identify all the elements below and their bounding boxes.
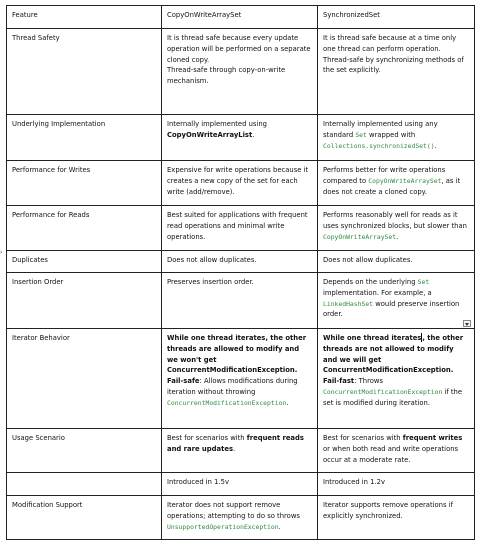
synchronizedset-cell	[318, 251, 475, 273]
cell-text: Best for scenarios with	[323, 434, 403, 442]
cell-dropdown-toggle[interactable]	[463, 320, 471, 327]
cell-text: Thread-safe by synchronizing methods of the set explicitly.	[323, 55, 464, 75]
table-row	[7, 115, 475, 161]
feature-cell: Performance for Writes	[7, 161, 162, 206]
synchronizedset-cell	[318, 429, 475, 473]
cell-text: It is thread safe because at a time only one thread can perform operation.	[323, 34, 457, 53]
cell-text: Does not allow duplicates.	[167, 256, 257, 264]
table-row	[7, 329, 475, 429]
cell-text: .	[396, 232, 399, 241]
copyonwritearrayset-cell	[162, 251, 318, 273]
copyonwritearrayset-cell	[162, 161, 318, 206]
left-margin-marker: ›	[0, 249, 3, 256]
code-text: LinkedHashSet	[323, 299, 374, 308]
cell-text: .	[286, 398, 289, 407]
copyonwritearrayset-cell	[162, 473, 318, 496]
cell-text: .	[252, 130, 255, 139]
cell-text: Performs better for write operations compared to	[323, 166, 446, 185]
cell-text: Performs reasonably well for reads as it uses synchronized blocks, but slower than	[323, 211, 467, 230]
code-text: CopyOnWriteArraySet	[323, 232, 397, 241]
synchronizedset-cell	[318, 206, 475, 251]
cell-text: .	[434, 141, 437, 150]
synchronizedset-cell	[318, 29, 475, 115]
table-row	[7, 473, 475, 496]
comparison-table	[6, 5, 475, 540]
header-row	[7, 6, 475, 29]
bold-text: While one thread iterates, the other threads are allowed to modify and we won't get ConcurrentModificationException.	[167, 334, 307, 375]
code-text: ConcurrentModificationException	[167, 398, 287, 407]
cell-text: : Throws	[354, 377, 383, 386]
cell-text: Best suited for applications with frequent read operations and minimal write operations.	[167, 211, 308, 241]
cell-text: Iterator does not support remove operations; attempting to do so throws	[167, 501, 300, 520]
cell-text: Expensive for write operations because it creates a new copy of the set for each write (add/remove).	[167, 166, 309, 196]
table-row	[7, 161, 475, 206]
cell-text: , as it does not create a cloned copy.	[323, 176, 461, 196]
table-row	[7, 273, 475, 329]
header-synchronizedset: SynchronizedSet	[318, 6, 475, 29]
cell-text: implementation. For example, a	[323, 288, 432, 297]
feature-cell: Duplicates	[7, 251, 162, 273]
feature-cell: Usage Scenario	[7, 429, 162, 473]
code-text: Set	[417, 278, 430, 286]
cell-text: Internally implemented using	[167, 120, 267, 128]
cell-text: Thread-safe through copy-on-write mechanism.	[167, 66, 286, 86]
header-copyonwritearrayset: CopyOnWriteArraySet	[162, 6, 318, 29]
copyonwritearrayset-cell	[162, 429, 318, 473]
code-text: UnsupportedOperationException	[167, 522, 279, 531]
copyonwritearrayset-cell	[162, 206, 318, 251]
code-text: Set	[355, 130, 367, 139]
synchronizedset-cell	[318, 473, 475, 496]
code-text: CopyOnWriteArraySet	[368, 176, 442, 185]
bold-text: , the other threads are not allowed to modify and we will get ConcurrentModificationException.	[323, 334, 464, 375]
synchronizedset-cell	[318, 115, 475, 161]
copyonwritearrayset-cell	[162, 115, 318, 161]
feature-cell	[7, 473, 162, 496]
copyonwritearrayset-cell	[162, 29, 318, 115]
synchronizedset-cell	[318, 273, 475, 329]
synchronizedset-cell	[318, 161, 475, 206]
feature-cell: Thread Safety	[7, 29, 162, 115]
table-row	[7, 251, 475, 273]
feature-cell: Insertion Order	[7, 273, 162, 329]
table-row	[7, 29, 475, 115]
table-row	[7, 429, 475, 473]
bold-text: frequent writes	[402, 434, 463, 442]
cell-text: Does not allow duplicates.	[323, 256, 413, 264]
bold-text: frequent reads and rare updates	[167, 434, 304, 453]
bold-text: Fail-fast	[323, 377, 355, 386]
cell-text: : Allows modifications during iteration without throwing	[167, 377, 298, 396]
code-text: Collections.synchronizedSet()	[323, 141, 435, 150]
feature-cell: Modification Support	[7, 496, 162, 540]
feature-cell: Underlying Implementation	[7, 115, 162, 161]
cell-text: .	[232, 444, 236, 453]
cell-text: Introduced in 1.2v	[323, 478, 385, 486]
cell-text: wrapped with	[366, 130, 416, 139]
bold-text: CopyOnWriteArrayList	[167, 130, 253, 139]
header-feature: Feature	[7, 6, 162, 29]
cell-text: Best for scenarios with	[167, 434, 247, 442]
cell-text: Preserves insertion order.	[167, 278, 254, 286]
bold-text: Fail-safe	[167, 377, 200, 386]
feature-cell: Iterator Behavior	[7, 329, 162, 429]
bold-text: While one thread iterates	[323, 334, 422, 342]
code-text: ConcurrentModificationException	[323, 387, 443, 396]
cell-text: Depends on the underlying	[323, 278, 418, 286]
copyonwritearrayset-cell	[162, 329, 318, 429]
cell-text: .	[278, 522, 281, 531]
cell-text: Internally implemented using any standard	[323, 120, 438, 139]
cell-text: Introduced in 1.5v	[167, 478, 229, 486]
synchronizedset-cell[interactable]	[318, 329, 475, 429]
cell-text: or when both read and write operations occur at a moderate rate.	[323, 444, 459, 464]
cell-text: Iterator supports remove operations if explicitly synchronized.	[323, 501, 453, 520]
cell-text: if the set is modified during iteration.	[323, 387, 463, 407]
table-row	[7, 206, 475, 251]
cell-text: would preserve insertion order.	[323, 299, 460, 319]
copyonwritearrayset-cell	[162, 273, 318, 329]
cell-text: It is thread safe because every update operation will be performed on a separate cloned copy.	[167, 34, 311, 64]
feature-cell: Performance for Reads	[7, 206, 162, 251]
